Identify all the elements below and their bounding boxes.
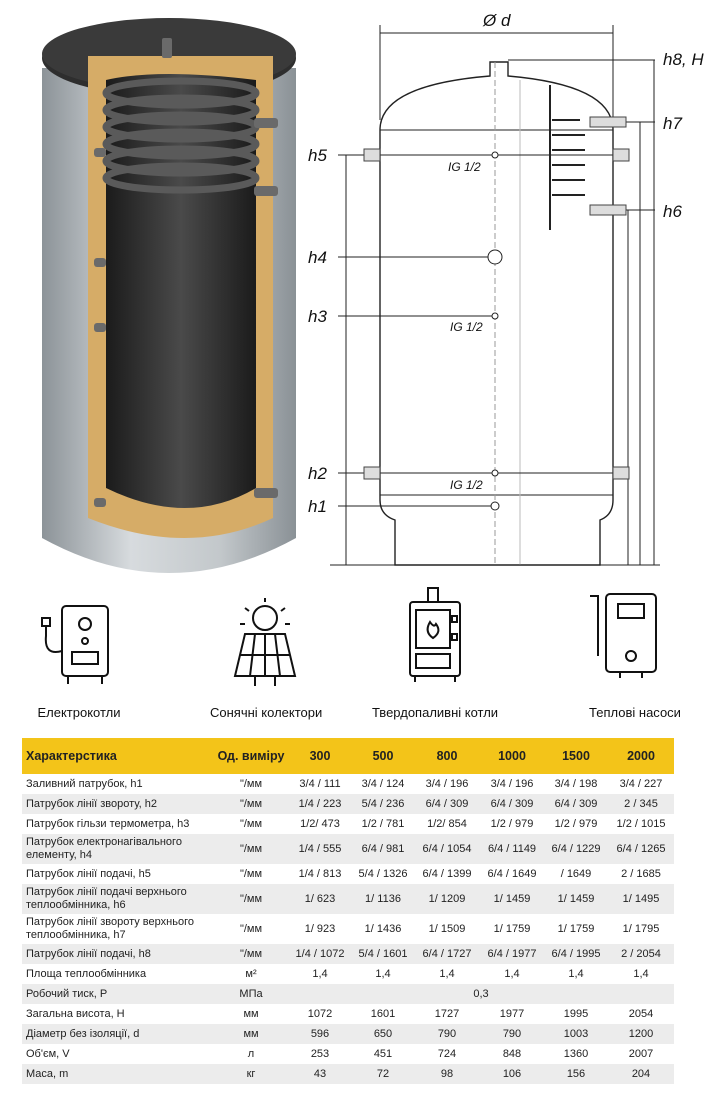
row-value: 1360 xyxy=(563,1048,589,1060)
label-h7: h7 xyxy=(663,114,682,133)
label-h6: h6 xyxy=(663,202,682,221)
header-volume-1000: 1000 xyxy=(480,738,544,774)
row-name: Патрубок електронагівального елементу, h4 xyxy=(22,834,214,864)
row-value: 1072 xyxy=(307,1008,333,1020)
row-value: 1/ 1759 xyxy=(557,923,595,935)
row-value: 1,4 xyxy=(568,968,584,980)
row-value: 1/2 / 781 xyxy=(361,818,405,830)
solid-fuel-boiler-icon xyxy=(380,586,490,681)
row-value: 1/ 1495 xyxy=(608,884,674,914)
row-value: 848 xyxy=(502,1048,522,1060)
row-value: 3/4 / 198 xyxy=(554,778,598,790)
row-unit: мм xyxy=(214,1024,288,1044)
row-name: Патрубок лінії подачі верхнього теплообмінника, h6 xyxy=(22,884,214,914)
table-row xyxy=(22,1044,674,1064)
row-value: 1/2 / 979 xyxy=(490,818,534,830)
table-row xyxy=(22,944,674,964)
row-unit: л xyxy=(247,1048,255,1060)
row-value: 98 xyxy=(414,1064,480,1084)
row-value: 6/4 / 1977 xyxy=(480,944,544,964)
row-value: 1,4 xyxy=(633,968,649,980)
heat-pump-icon xyxy=(580,586,690,681)
row-value: 2 / 2054 xyxy=(608,944,674,964)
row-name: Об'єм, V xyxy=(26,1047,70,1060)
row-value: 6/4 / 309 xyxy=(414,794,480,814)
header-characteristic: Характерстика xyxy=(22,738,214,774)
table-row xyxy=(22,1064,674,1084)
row-value: 253 xyxy=(310,1048,330,1060)
label-h8: h8, H xyxy=(663,50,704,69)
row-unit: "/мм xyxy=(214,834,288,864)
row-unit: "/мм xyxy=(239,818,263,830)
row-value: 6/4 / 309 xyxy=(544,794,608,814)
row-value: 1,4 xyxy=(439,968,455,980)
label-h3: h3 xyxy=(308,307,327,326)
row-value: 43 xyxy=(288,1064,352,1084)
row-value: 5/4 / 1326 xyxy=(358,868,408,880)
row-value: 6/4 / 309 xyxy=(480,794,544,814)
header-volume-500: 500 xyxy=(352,738,414,774)
row-value: 1003 xyxy=(544,1024,608,1044)
electric-boiler-icon xyxy=(24,596,134,691)
row-value: 2 / 345 xyxy=(608,794,674,814)
row-unit: МПа xyxy=(214,984,288,1004)
row-value: 1/ 623 xyxy=(288,884,352,914)
row-value: 1/ 1209 xyxy=(414,884,480,914)
row-name: Патрубок лінії звороту, h2 xyxy=(22,794,214,814)
row-value: 3/4 / 111 xyxy=(299,778,341,790)
row-value: 1/4 / 813 xyxy=(298,868,342,880)
row-unit: "/мм xyxy=(239,778,263,790)
row-unit: "/мм xyxy=(214,884,288,914)
row-value: 6/4 / 1649 xyxy=(487,868,537,880)
table-row xyxy=(22,1004,674,1024)
row-value: 1/ 1459 xyxy=(480,884,544,914)
row-value: 1/ 1795 xyxy=(622,923,660,935)
table-row xyxy=(22,864,674,884)
row-value: 1/2 / 1015 xyxy=(616,818,666,830)
row-value: 1727 xyxy=(434,1008,460,1020)
row-value: 451 xyxy=(373,1048,393,1060)
row-value: 3/4 / 227 xyxy=(619,778,663,790)
row-value: 1/ 1509 xyxy=(428,923,466,935)
row-unit: мм xyxy=(243,1008,259,1020)
ig-label-top: IG 1/2 xyxy=(448,160,481,174)
row-unit: "/мм xyxy=(239,868,263,880)
table-header-row xyxy=(22,738,674,774)
tank-cutaway-illustration xyxy=(38,18,300,588)
row-name: Діаметр без ізоляції, d xyxy=(22,1024,214,1044)
table-row xyxy=(22,1024,674,1044)
row-value: 6/4 / 1727 xyxy=(414,944,480,964)
row-value: 790 xyxy=(414,1024,480,1044)
technical-drawing xyxy=(300,0,719,580)
row-value: 650 xyxy=(352,1024,414,1044)
row-value-merged: 0,3 xyxy=(288,984,674,1004)
row-value: 6/4 / 1149 xyxy=(480,834,544,864)
heat-source-label-0: Електрокотли xyxy=(37,705,121,720)
row-value: 204 xyxy=(608,1064,674,1084)
specifications-table xyxy=(22,738,674,1084)
row-value: 1/2 / 979 xyxy=(554,818,598,830)
row-value: 1/2/ 473 xyxy=(300,818,340,830)
diameter-label: Ø d xyxy=(483,11,511,30)
header-unit: Од. виміру xyxy=(214,738,288,774)
row-value: 5/4 / 236 xyxy=(352,794,414,814)
row-value: 5/4 / 1601 xyxy=(352,944,414,964)
row-value: 72 xyxy=(352,1064,414,1084)
ig-label-middle: IG 1/2 xyxy=(450,320,483,334)
row-value: 1/ 1436 xyxy=(364,923,402,935)
row-value: 6/4 / 981 xyxy=(352,834,414,864)
row-value: 6/4 / 1399 xyxy=(422,868,472,880)
header-volume-800: 800 xyxy=(414,738,480,774)
row-name: Патрубок гільзи термометра, h3 xyxy=(26,817,190,830)
row-value: 1,4 xyxy=(312,968,328,980)
row-value: 6/4 / 1265 xyxy=(608,834,674,864)
row-name: Патрубок лінії звороту верхнього теплообмінника, h7 xyxy=(26,916,194,941)
row-value: 1/ 1459 xyxy=(544,884,608,914)
table-row xyxy=(22,964,674,984)
row-value: 596 xyxy=(288,1024,352,1044)
row-value: 1/4 / 555 xyxy=(288,834,352,864)
row-value: 156 xyxy=(544,1064,608,1084)
row-value: 3/4 / 196 xyxy=(425,778,469,790)
row-unit: м² xyxy=(245,968,257,980)
label-h5: h5 xyxy=(308,146,327,165)
row-value: / 1649 xyxy=(560,868,592,880)
row-value: 1/4 / 1072 xyxy=(288,944,352,964)
label-h2: h2 xyxy=(308,464,327,483)
row-name: Патрубок лінії подачі, h5 xyxy=(26,867,151,880)
table-row xyxy=(22,984,674,1004)
row-value: 1977 xyxy=(499,1008,525,1020)
row-value: 2007 xyxy=(628,1048,654,1060)
row-value: 1/2/ 854 xyxy=(427,818,467,830)
heat-source-label-1: Сонячні колектори xyxy=(210,705,323,720)
table-row xyxy=(22,834,674,864)
header-volume-1500: 1500 xyxy=(544,738,608,774)
row-value: 1995 xyxy=(563,1008,589,1020)
row-value: 1/ 1759 xyxy=(493,923,531,935)
row-value: 6/4 / 1229 xyxy=(544,834,608,864)
row-value: 1601 xyxy=(370,1008,396,1020)
row-value: 6/4 / 1054 xyxy=(414,834,480,864)
header-volume-300: 300 xyxy=(288,738,352,774)
row-name: Площа теплообмінника xyxy=(26,967,147,980)
row-value: 1,4 xyxy=(504,968,520,980)
row-value: 3/4 / 124 xyxy=(361,778,405,790)
table-row xyxy=(22,794,674,814)
row-value: 106 xyxy=(480,1064,544,1084)
row-unit: "/мм xyxy=(239,923,263,935)
label-h4: h4 xyxy=(308,248,327,267)
row-value: 1/4 / 223 xyxy=(288,794,352,814)
row-name: Робочий тиск, P xyxy=(22,984,214,1004)
row-name: Маса, m xyxy=(22,1064,214,1084)
row-value: 1/ 923 xyxy=(304,923,336,935)
row-name: Заливний патрубок, h1 xyxy=(26,777,143,790)
table-row xyxy=(22,774,674,794)
row-name: Патрубок лінії подачі, h8 xyxy=(22,944,214,964)
heat-source-label-3: Теплові насоси xyxy=(589,705,681,720)
row-value: 6/4 / 1995 xyxy=(544,944,608,964)
row-value: 3/4 / 196 xyxy=(490,778,534,790)
table-row xyxy=(22,914,674,944)
row-value: 1/ 1136 xyxy=(352,884,414,914)
row-value: 2 / 1685 xyxy=(621,868,661,880)
table-row xyxy=(22,814,674,834)
header-volume-2000: 2000 xyxy=(608,738,674,774)
table-row xyxy=(22,884,674,914)
row-unit: "/мм xyxy=(214,944,288,964)
row-value: 790 xyxy=(480,1024,544,1044)
ig-label-bottom: IG 1/2 xyxy=(450,478,483,492)
row-value: 724 xyxy=(437,1048,457,1060)
row-name: Загальна висота, H xyxy=(26,1007,125,1020)
row-value: 1,4 xyxy=(375,968,391,980)
row-unit: кг xyxy=(214,1064,288,1084)
solar-collector-icon xyxy=(210,596,320,691)
row-value: 1200 xyxy=(608,1024,674,1044)
label-h1: h1 xyxy=(308,497,327,516)
row-value: 2054 xyxy=(628,1008,654,1020)
heat-source-label-2: Твердопаливні котли xyxy=(371,705,499,720)
row-unit: "/мм xyxy=(214,794,288,814)
